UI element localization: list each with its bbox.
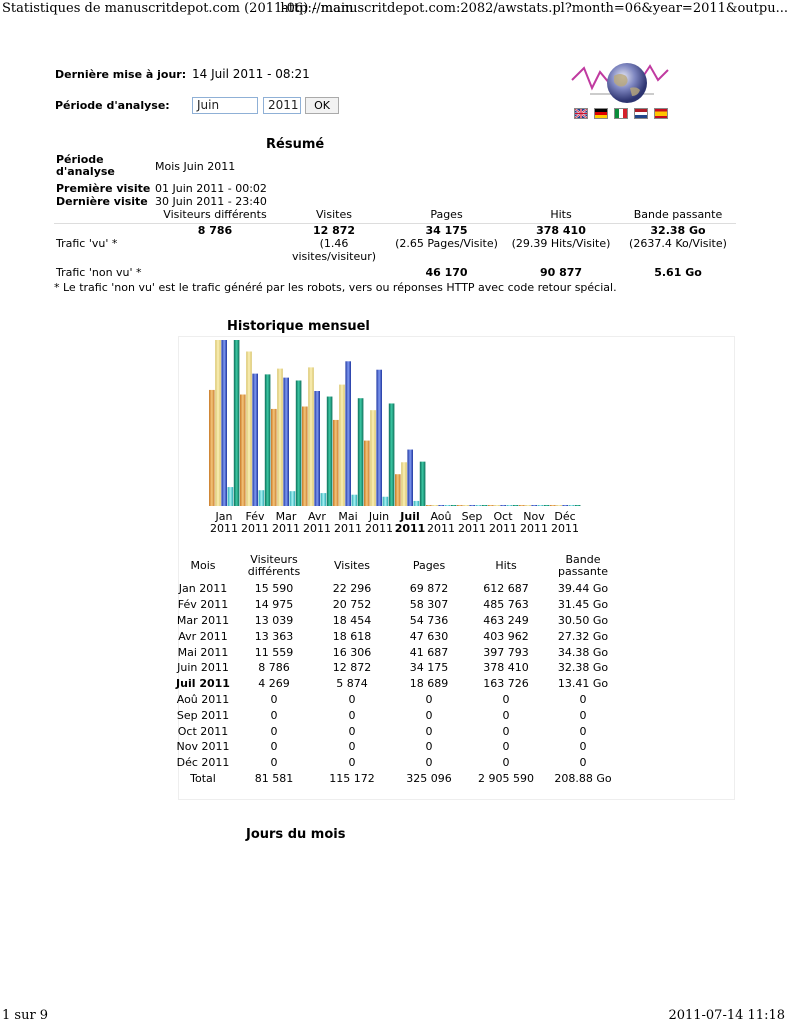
tick-label: 2011 xyxy=(551,522,579,535)
bar-pages xyxy=(476,505,482,506)
tick-label: 2011 xyxy=(303,522,331,535)
table-cell: Avr 2011 xyxy=(178,629,228,643)
table-cell: 81 581 xyxy=(254,771,294,785)
table-cell: 0 xyxy=(579,740,587,754)
bar-pages xyxy=(228,487,234,506)
table-cell: 12 872 xyxy=(332,661,372,675)
table-cell: 16 306 xyxy=(332,645,372,659)
bar-hits xyxy=(482,505,488,506)
tick-label: Sep xyxy=(461,510,483,523)
table-row xyxy=(172,581,622,597)
summary-title: Résumé xyxy=(266,137,325,152)
table-cell: 463 249 xyxy=(483,613,529,627)
table-row xyxy=(172,628,622,644)
notseen-hits: 90 877 xyxy=(539,266,583,279)
summary-table xyxy=(54,154,736,283)
tick-label: Nov xyxy=(523,510,545,523)
seen-pages: 34 175 xyxy=(425,223,468,237)
table-cell: 2 905 590 xyxy=(478,771,534,785)
notseen-bandwidth: 5.61 Go xyxy=(654,266,702,279)
table-cell: Jan 2011 xyxy=(178,582,228,596)
table-cell: 11 559 xyxy=(254,645,294,659)
bar-hits xyxy=(575,505,581,506)
table-cell: 0 xyxy=(348,756,356,770)
period-row-label: Période d'analyse xyxy=(56,153,115,178)
bar-bandwidth xyxy=(345,361,351,506)
tick-label: 2011 xyxy=(241,522,269,535)
bar-visits xyxy=(339,385,345,506)
table-row xyxy=(172,739,622,755)
table-cell: 0 xyxy=(425,740,433,754)
table-cell: 0 xyxy=(348,708,356,722)
table-cell: Oct 2011 xyxy=(177,724,229,738)
table-cell: 13 039 xyxy=(254,613,294,627)
table-cell: 0 xyxy=(270,692,278,706)
table-cell: Juin 2011 xyxy=(177,661,229,675)
table-cell: 32.38 Go xyxy=(557,661,609,675)
traffic-footnote: * Le trafic 'non vu' est le trafic généré par les robots, vers ou réponses HTTP avec code retour spécial. xyxy=(54,281,617,294)
tick-label: 2011 xyxy=(210,522,238,535)
bar-pages xyxy=(569,505,575,506)
table-cell: 485 763 xyxy=(483,598,529,612)
table-cell: 208.88 Go xyxy=(554,771,612,785)
bar-hits xyxy=(513,505,519,506)
print-footer-timestamp: 2011-07-14 11:18 xyxy=(668,1008,785,1023)
table-cell: 18 454 xyxy=(332,613,372,627)
table-row xyxy=(172,676,622,692)
bar-visitors xyxy=(302,407,308,506)
table-cell: Mai 2011 xyxy=(177,645,229,659)
bar-hits xyxy=(327,397,333,506)
table-header-cell: Mois xyxy=(190,558,216,572)
bar-bandwidth xyxy=(314,391,320,506)
bar-bandwidth xyxy=(562,505,568,506)
print-header-title: Statistiques de manuscritdepot.com (2011-06) - main xyxy=(2,1,354,16)
table-cell: 397 793 xyxy=(483,645,529,659)
bar-hits xyxy=(389,403,395,506)
table-row xyxy=(172,723,622,739)
table-cell: Déc 2011 xyxy=(176,756,230,770)
tick-label: Mar xyxy=(275,510,297,523)
print-footer-page-number: 1 sur 9 xyxy=(2,1008,49,1023)
notseen-pages: 46 170 xyxy=(425,266,468,279)
bar-bandwidth xyxy=(221,340,227,506)
tick-label: Jan xyxy=(215,510,233,523)
table-cell: 0 xyxy=(579,756,587,770)
table-cell: 325 096 xyxy=(406,771,452,785)
bar-hits xyxy=(296,380,302,506)
table-row xyxy=(172,755,622,771)
table-cell: 18 618 xyxy=(332,629,372,643)
table-header-cell: Visiteurs différents xyxy=(247,552,301,578)
table-cell: 31.45 Go xyxy=(557,598,609,612)
tick-label: Avr xyxy=(308,510,326,523)
bar-visits xyxy=(494,505,500,506)
summary-period-row xyxy=(54,154,736,182)
col-visits-header: Visites xyxy=(277,208,391,223)
seen-bandwidth: 32.38 Go xyxy=(650,223,706,237)
bar-hits xyxy=(420,462,426,506)
table-cell: Fév 2011 xyxy=(177,598,229,612)
tick-label: Déc xyxy=(554,510,576,523)
bar-visitors xyxy=(240,395,246,506)
bar-visits xyxy=(370,410,376,506)
bar-pages xyxy=(445,505,451,506)
table-cell: Mar 2011 xyxy=(176,613,230,627)
seen-pages-per-visit: (2.65 Pages/Visite) xyxy=(395,236,498,250)
bar-bandwidth xyxy=(531,505,537,506)
print-header-url: http://manuscritdepot.com:2082/awstats.pl?month=06&year=2011&outpu... xyxy=(280,1,788,16)
table-cell: Juil 2011 xyxy=(176,677,230,691)
uk-flag-icon[interactable] xyxy=(574,108,588,119)
col-visitors-header: Visiteurs différents xyxy=(153,208,277,223)
awstats-globe-logo-icon xyxy=(570,60,670,104)
seen-hits: 378 410 xyxy=(536,223,586,237)
table-cell: 34 175 xyxy=(409,661,449,675)
table-cell: 5 874 xyxy=(336,677,368,691)
monthly-history-title: Historique mensuel xyxy=(227,319,370,334)
seen-visits: 12 872 xyxy=(312,223,356,237)
table-cell: 30.50 Go xyxy=(557,613,609,627)
table-cell: 0 xyxy=(348,692,356,706)
bar-visitors xyxy=(426,505,432,506)
seen-visits-per-visitor: (1.46 visites/visiteur) xyxy=(291,236,377,263)
first-visit-row xyxy=(54,182,736,195)
table-cell: 0 xyxy=(425,756,433,770)
monthly-history-chart xyxy=(178,336,598,541)
table-cell: 115 172 xyxy=(329,771,375,785)
table-row xyxy=(172,707,622,723)
table-cell: Sep 2011 xyxy=(176,708,230,722)
bar-visitors xyxy=(271,409,277,506)
ok-button[interactable]: OK xyxy=(305,97,339,114)
bar-visits xyxy=(525,505,531,506)
bar-pages xyxy=(259,490,265,506)
bar-pages xyxy=(290,491,296,506)
bar-visitors xyxy=(550,505,556,506)
col-pages-header: Pages xyxy=(391,208,502,223)
seen-hits-per-visit: (29.39 Hits/Visite) xyxy=(511,236,611,250)
table-header-row xyxy=(172,550,622,581)
table-cell: 0 xyxy=(425,708,433,722)
table-cell: 403 962 xyxy=(483,629,529,643)
bar-pages xyxy=(383,497,389,506)
table-cell: 0 xyxy=(502,756,510,770)
table-cell: 0 xyxy=(270,756,278,770)
table-cell: 0 xyxy=(502,724,510,738)
last-update-value: 14 Juil 2011 - 08:21 xyxy=(192,67,310,81)
bar-pages xyxy=(507,505,513,506)
seen-visitors: 8 786 xyxy=(197,223,233,237)
table-cell: 378 410 xyxy=(483,661,529,675)
table-cell: Aoû 2011 xyxy=(176,692,230,706)
bar-bandwidth xyxy=(469,505,475,506)
bar-pages xyxy=(538,505,544,506)
table-cell: 0 xyxy=(348,724,356,738)
tick-label: Oct xyxy=(493,510,513,523)
bar-hits xyxy=(358,398,364,506)
table-row xyxy=(172,660,622,676)
table-header-cell: Bande passante xyxy=(558,552,608,578)
summary-header-row xyxy=(54,208,736,223)
table-cell: Nov 2011 xyxy=(176,740,230,754)
table-cell: 0 xyxy=(425,692,433,706)
notseen-traffic-row xyxy=(54,263,736,283)
tick-label: Aoû xyxy=(430,510,452,523)
bar-hits xyxy=(265,374,271,506)
bar-pages xyxy=(321,493,327,506)
month-select[interactable]: Juin xyxy=(192,97,258,114)
table-cell: 20 752 xyxy=(332,598,372,612)
last-visit-row xyxy=(54,195,736,208)
table-cell: 0 xyxy=(579,692,587,706)
bar-visitors xyxy=(519,505,525,506)
tick-label: 2011 xyxy=(458,522,486,535)
spain-flag-icon[interactable] xyxy=(654,108,668,119)
bar-visitors xyxy=(457,505,463,506)
table-cell: 0 xyxy=(502,708,510,722)
table-cell: 612 687 xyxy=(483,582,529,596)
table-cell: 4 269 xyxy=(258,677,290,691)
table-cell: 18 689 xyxy=(409,677,449,691)
table-cell: 13 363 xyxy=(254,629,294,643)
last-visit-label: Dernière visite xyxy=(56,195,148,208)
seen-bandwidth-per-visit: (2637.4 Ko/Visite) xyxy=(629,236,727,250)
tick-label: Juin xyxy=(368,510,390,523)
table-cell: 163 726 xyxy=(483,677,529,691)
bar-visits xyxy=(556,505,562,506)
table-header-cell: Hits xyxy=(495,558,517,572)
bar-bandwidth xyxy=(283,378,289,506)
table-cell: 8 786 xyxy=(258,661,290,675)
table-cell: 41 687 xyxy=(409,645,449,659)
table-cell: 0 xyxy=(502,692,510,706)
bar-visits xyxy=(246,351,252,506)
bar-visitors xyxy=(364,441,370,506)
bar-bandwidth xyxy=(407,450,413,506)
netherlands-flag-icon[interactable] xyxy=(634,108,648,119)
table-cell: 13.41 Go xyxy=(557,677,609,691)
tick-label: 2011 xyxy=(334,522,362,535)
bar-visits xyxy=(277,369,283,506)
bar-bandwidth xyxy=(500,505,506,506)
table-cell: 47 630 xyxy=(409,629,449,643)
table-header-cell: Visites xyxy=(334,558,370,572)
first-visit-value: 01 Juin 2011 - 00:02 xyxy=(155,182,267,195)
germany-flag-icon[interactable] xyxy=(594,108,608,119)
period-label: Période d'analyse: xyxy=(55,99,170,112)
first-visit-label: Première visite xyxy=(56,182,151,195)
table-cell: 0 xyxy=(270,724,278,738)
table-cell: 0 xyxy=(579,708,587,722)
table-total-row xyxy=(172,771,622,787)
bar-bandwidth xyxy=(438,505,444,506)
table-cell: 0 xyxy=(425,724,433,738)
bar-visitors xyxy=(488,505,494,506)
seen-traffic-row xyxy=(54,223,736,263)
italy-flag-icon[interactable] xyxy=(614,108,628,119)
notseen-traffic-label: Trafic 'non vu' * xyxy=(56,266,142,279)
bar-visits xyxy=(432,505,438,506)
table-cell: 15 590 xyxy=(254,582,294,596)
tick-label: Mai xyxy=(338,510,358,523)
table-row xyxy=(172,644,622,660)
last-update-label: Dernière mise à jour: xyxy=(55,68,187,81)
table-cell: 0 xyxy=(579,724,587,738)
bar-visits xyxy=(401,462,407,506)
table-cell: 0 xyxy=(348,740,356,754)
table-cell: 22 296 xyxy=(332,582,372,596)
last-visit-value: 30 Juin 2011 - 23:40 xyxy=(155,195,267,208)
table-header-cell: Pages xyxy=(412,558,446,572)
tick-label: Juil xyxy=(400,510,420,523)
year-select[interactable]: 2011 xyxy=(263,97,301,114)
tick-label: 2011 xyxy=(427,522,455,535)
table-cell: 58 307 xyxy=(409,598,449,612)
bar-visitors xyxy=(395,474,401,506)
tick-label: 2011 xyxy=(394,522,426,535)
bar-hits xyxy=(451,505,457,506)
bar-bandwidth xyxy=(376,370,382,506)
table-cell: 27.32 Go xyxy=(557,629,609,643)
tick-label: 2011 xyxy=(489,522,517,535)
bar-visits xyxy=(463,505,469,506)
tick-label: 2011 xyxy=(272,522,300,535)
bar-visitors xyxy=(333,420,339,506)
bar-visitors xyxy=(209,390,215,506)
table-cell: 69 872 xyxy=(409,582,449,596)
bar-hits xyxy=(234,340,240,506)
table-cell: 0 xyxy=(270,740,278,754)
table-cell: Total xyxy=(190,771,216,785)
table-cell: 14 975 xyxy=(254,598,294,612)
seen-traffic-label: Trafic 'vu' * xyxy=(56,236,118,250)
bar-hits xyxy=(544,505,550,506)
table-cell: 0 xyxy=(270,708,278,722)
table-cell: 54 736 xyxy=(409,613,449,627)
tick-label: 2011 xyxy=(365,522,393,535)
tick-label: Fév xyxy=(245,510,265,523)
period-row-value: Mois Juin 2011 xyxy=(155,160,236,173)
table-cell: 39.44 Go xyxy=(557,582,609,596)
tick-label: 2011 xyxy=(520,522,548,535)
table-cell: 34.38 Go xyxy=(557,645,609,659)
bar-visits xyxy=(308,367,314,506)
table-cell: 0 xyxy=(502,740,510,754)
monthly-history-table xyxy=(172,550,622,786)
table-row xyxy=(172,613,622,629)
table-row xyxy=(172,597,622,613)
col-hits-header: Hits xyxy=(502,208,620,223)
bar-visits xyxy=(215,340,221,506)
bar-pages xyxy=(414,501,420,506)
table-row xyxy=(172,692,622,708)
bar-pages xyxy=(352,495,358,506)
col-bandwidth-header: Bande passante xyxy=(620,208,736,223)
days-of-month-title: Jours du mois xyxy=(246,827,346,842)
bar-bandwidth xyxy=(252,374,258,506)
